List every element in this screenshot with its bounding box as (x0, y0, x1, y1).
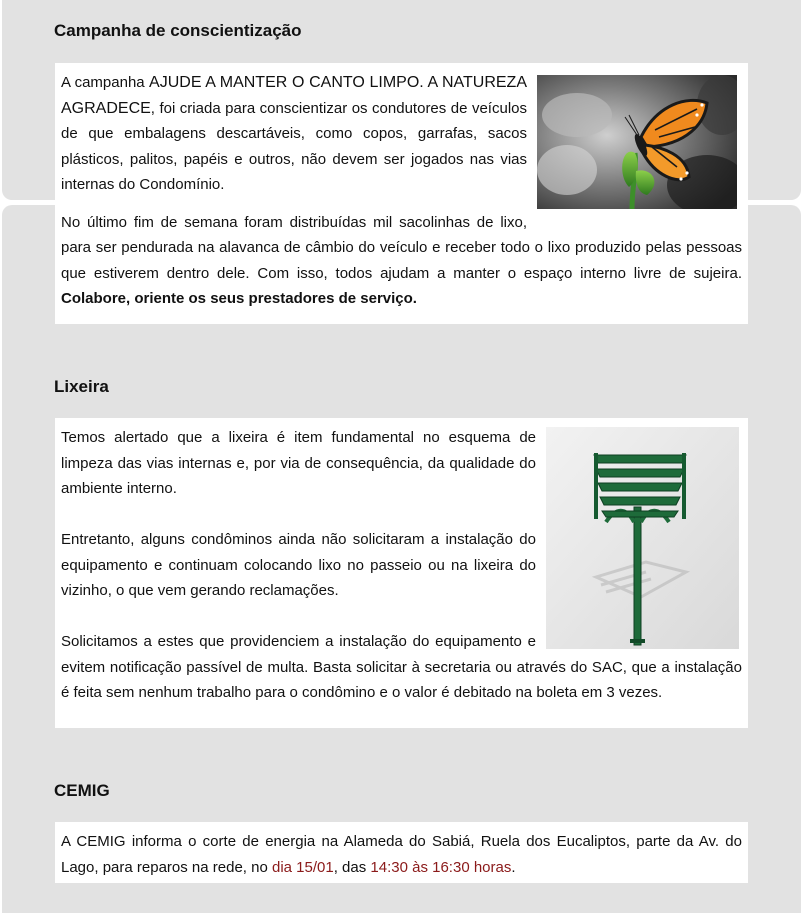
lixeira-paragraph-3: Solicitamos a estes que providenciem a instalação do equipamento e evitem notificação passível de multa. Basta solicitar à secretaria ou através do SAC, que a instalação é feita sem nenhum trabalho para o condômino e o valor é debitado na boleta em 3 vezes. (61, 633, 742, 701)
cemig-text-2: , das (333, 858, 371, 876)
campanha-paragraph-2 (61, 210, 742, 312)
campanha-call-to-action: Colabore, oriente os seus prestadores de serviço. (61, 290, 417, 307)
cemig-heading: CEMIG (54, 781, 110, 800)
cemig-time: 14:30 às 16:30 horas (370, 858, 512, 876)
cemig-paragraph (61, 829, 742, 880)
lixeira-paragraph-1: Temos alertado que a lixeira é item fundamental no esquema de limpeza das vias internas e, por via de consequência, da qualidade do ambiente interno. (61, 429, 536, 497)
cemig-text-1: A CEMIG informa o corte de energia na Alameda do Sabiá, Ruela dos Eucaliptos, parte da Av. do Lago, para reparos na rede, no (61, 833, 742, 876)
lixeira-content-box (55, 418, 748, 728)
campanha-heading: Campanha de conscientização (54, 21, 302, 40)
trash-bin-photo (546, 427, 739, 649)
butterfly-photo (537, 75, 737, 209)
cemig-content-box (55, 822, 748, 883)
cemig-text-3: . (511, 858, 516, 876)
campanha-p1-lead: A campanha (61, 74, 150, 91)
campanha-slogan: AJUDE A MANTER O CANTO LIMPO. A NATUREZA AGRADECE (61, 74, 528, 117)
cemig-date: dia 15/01 (271, 858, 334, 876)
lixeira-heading: Lixeira (54, 377, 109, 396)
lixeira-paragraph-2: Entretanto, alguns condôminos ainda não solicitaram a instalação do equipamento e continuam colocando lixo no passeio ou na lixeira do vizinho, o que vem gerando reclamações. (61, 531, 536, 599)
campanha-content-box (55, 63, 748, 324)
campanha-p2-text: No último fim de semana foram distribuídas mil sacolinhas de lixo, para ser pendurada na alavanca de câmbio do veículo e receber todo o lixo produzido pelas pessoas que estiverem dentro dele. Com isso, todos ajudam a manter o espaço interno livre de sujeira. (61, 213, 742, 282)
campanha-p1-rest: , foi criada para conscientizar os condutores de veículos de que embalagens descartáveis, como copos, garrafas, sacos plásticos, palitos, papéis e outros, não devem ser jogados nas vias internas do Condomínio. (61, 99, 527, 193)
